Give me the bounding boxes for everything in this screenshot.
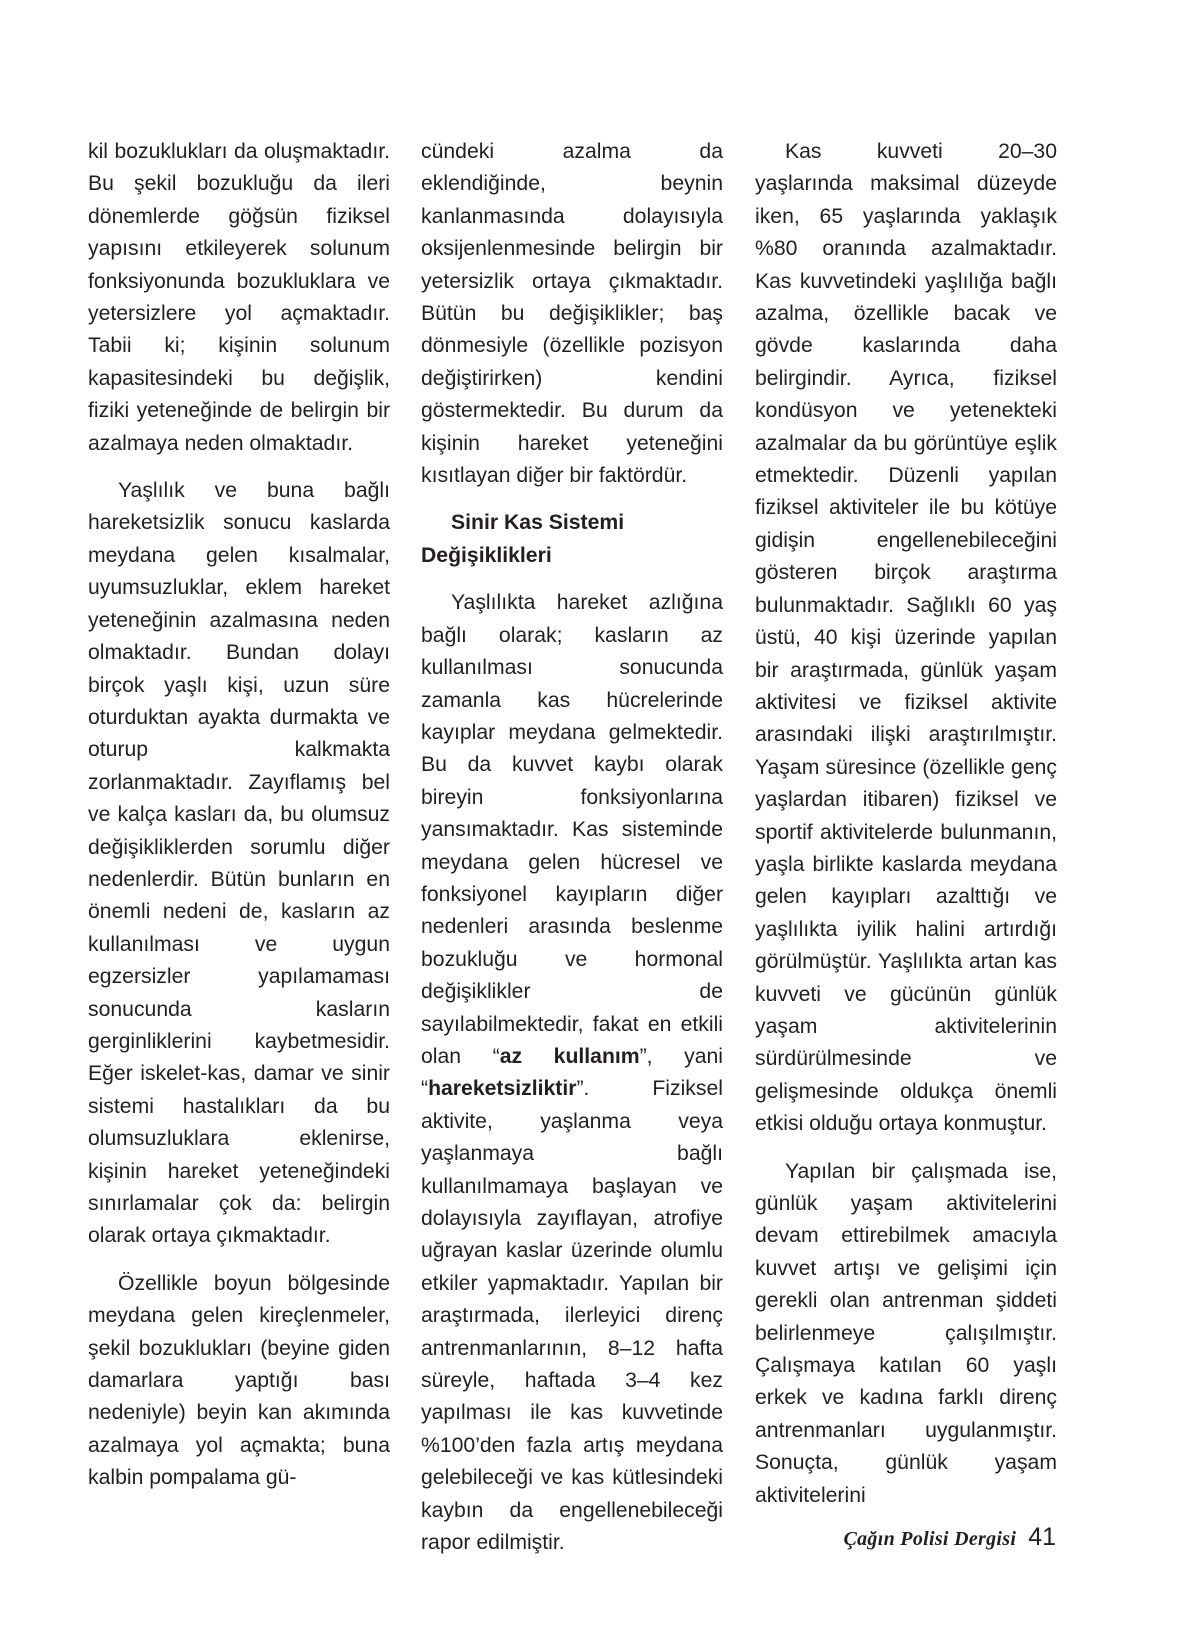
paragraph: Kas kuvveti 20–30 yaşlarında maksimal düzeyde iken, 65 yaşlarında yaklaşık %80 oranında azalmaktadır. Kas kuvvetindeki yaşlılığa bağlı azalma, özellikle bacak ve gövde kaslarında daha belirgindir. Ayrıca, fiziksel kondüsyon ve yetenekteki azalmalar da bu görüntüye eşlik etmektedir. Düzenli yapılan fiziksel aktiviteler ile bu kötüye gidişin engellenebileceğini gösteren birçok araştırma bulunmaktadır. Sağlıklı 60 yaş üstü, 40 kişi üzerinde yapılan bir araştırmada, günlük yaşam aktivitesi ve fiziksel aktivite arasındaki ilişki araştırılmıştır. Yaşam süresince (özellikle genç yaşlardan itibaren) fiziksel ve sportif aktivitelerde bulunmanın, yaşla birlikte kaslarda meydana gelen kayıpları azalttığı ve yaşlılıkta iyilik halini artırdığı görülmüştür. Yaşlılıkta artan kas kuvveti ve gücünün günlük yaşam aktivitelerinin sürdürülmesinde ve gelişmesinde oldukça önemli etkisi olduğu ortaya konmuştur. (755, 140, 1057, 1136)
text-column-2 (421, 136, 723, 1559)
emphasis-text: az kullanım (499, 1044, 640, 1068)
paragraph: cündeki azalma da eklendiğinde, beynin kanlanmasında dolayısıyla oksijenlenmesinde belirgin bir yetersizlik ortaya çıkmaktadır. Bütün bu değişiklikler; baş dönmesiyle (özellikle pozisyon değiştirirken) kendini göstermektedir. Bu durum da kişinin hareket yeteneğini kısıtlayan diğer bir faktördür. (421, 140, 723, 488)
paragraph (421, 587, 723, 1559)
emphasis-text: hareketsizliktir (428, 1077, 577, 1101)
paragraph-text: Yaşlılıkta hareket azlığına bağlı olarak; kasların az kullanılması sonucunda zamanla kas hücrelerinde kayıplar meydana gelmektedir. Bu da kuvvet kaybı olarak bireyin fonksiyonlarına yansımaktadır. Kas sisteminde meydana gelen hücresel ve fonksiyonel kayıpların diğer nedenleri arasında beslenme bozukluğu ve hormonal değişiklikler de sayılabilmektedir, fakat en etkili olan “ (421, 591, 723, 1068)
text-column-1 (88, 136, 390, 1495)
page-number: 41 (1028, 1523, 1056, 1551)
paragraph: Yapılan bir çalışmada ise, günlük yaşam aktivitelerini devam ettirebilmek amacıyla kuvvet artışı ve gelişimi için gerekli olan antrenman şiddeti belirlenmeye çalışılmıştır. Çalışmaya katılan 60 yaşlı erkek ve kadına farklı direnç antrenmanları uygulanmıştır. Sonuçta, günlük yaşam aktivitelerini (755, 1159, 1057, 1507)
paragraph: kil bozuklukları da oluşmaktadır. Bu şekil bozukluğu da ileri dönemlerde göğsün fiziksel yapısını etkileyerek solunum fonksiyonunda bozukluklara ve yetersizlere yol açmaktadır. Tabii ki; kişinin solunum kapasitesindeki bu değişlik, fiziki yeteneğinde de belirgin bir azalmaya neden olmaktadır. (88, 140, 390, 455)
paragraph-text: ”. Fiziksel aktivite, yaşlanma veya yaşlanmaya bağlı kullanılmamaya başlayan ve dolayısıyla zayıflayan, atrofiye uğrayan kaslar üzerinde olumlu etkiler yapmaktadır. Yapılan bir araştırmada, ilerleyici direnç antrenmanlarının, 8–12 hafta süreyle, haftada 3–4 kez yapılması ile kas kuvvetinde %100’den fazla artış meydana gelebileceği ve kas kütlesindeki kaybın da engellenebileceği rapor edilmiştir. (421, 1077, 723, 1555)
section-heading (421, 507, 723, 572)
section-heading-line-1: Sinir Kas Sistemi (451, 511, 625, 535)
paragraph-text: ”, yani “ (421, 1044, 724, 1101)
text-column-3 (755, 136, 1057, 1512)
paragraph: Özellikle boyun bölgesinde meydana gelen kireçlenmeler, şekil bozuklukları (beyine giden damarlara yaptığı bası nedeniyle) beyin kan akımında azalmaya yol açmakta; buna kalbin pompalama gü- (88, 1271, 390, 1490)
section-heading-line-2: Değişiklikleri (421, 543, 552, 567)
journal-name: Çağın Polisi Dergisi (843, 1528, 1017, 1550)
paragraph: Yaşlılık ve buna bağlı hareketsizlik sonucu kaslarda meydana gelen kısalmalar, uyumsuzluklar, eklem hareket yeteneğinin azalmasına neden olmaktadır. Bundan dolayı birçok yaşlı kişi, uzun süre oturduktan ayakta durmakta ve oturup kalkmakta zorlanmaktadır. Zayıflamış bel ve kalça kasları da, bu olumsuz değişikliklerden sorumlu diğer nedenlerdir. Bütün bunların en önemli nedeni de, kasların az kullanılması ve uygun egzersizler yapılamaması sonucunda kasların gerginliklerini kaybetmesidir. Eğer iskelet-kas, damar ve sinir sistemi hastalıkları da bu olumsuzluklara eklenirse, kişinin hareket yeteneğindeki sınırlamalar çok da: belirgin olarak ortaya çıkmaktadır. (88, 479, 390, 1248)
page-footer (843, 1523, 1056, 1559)
